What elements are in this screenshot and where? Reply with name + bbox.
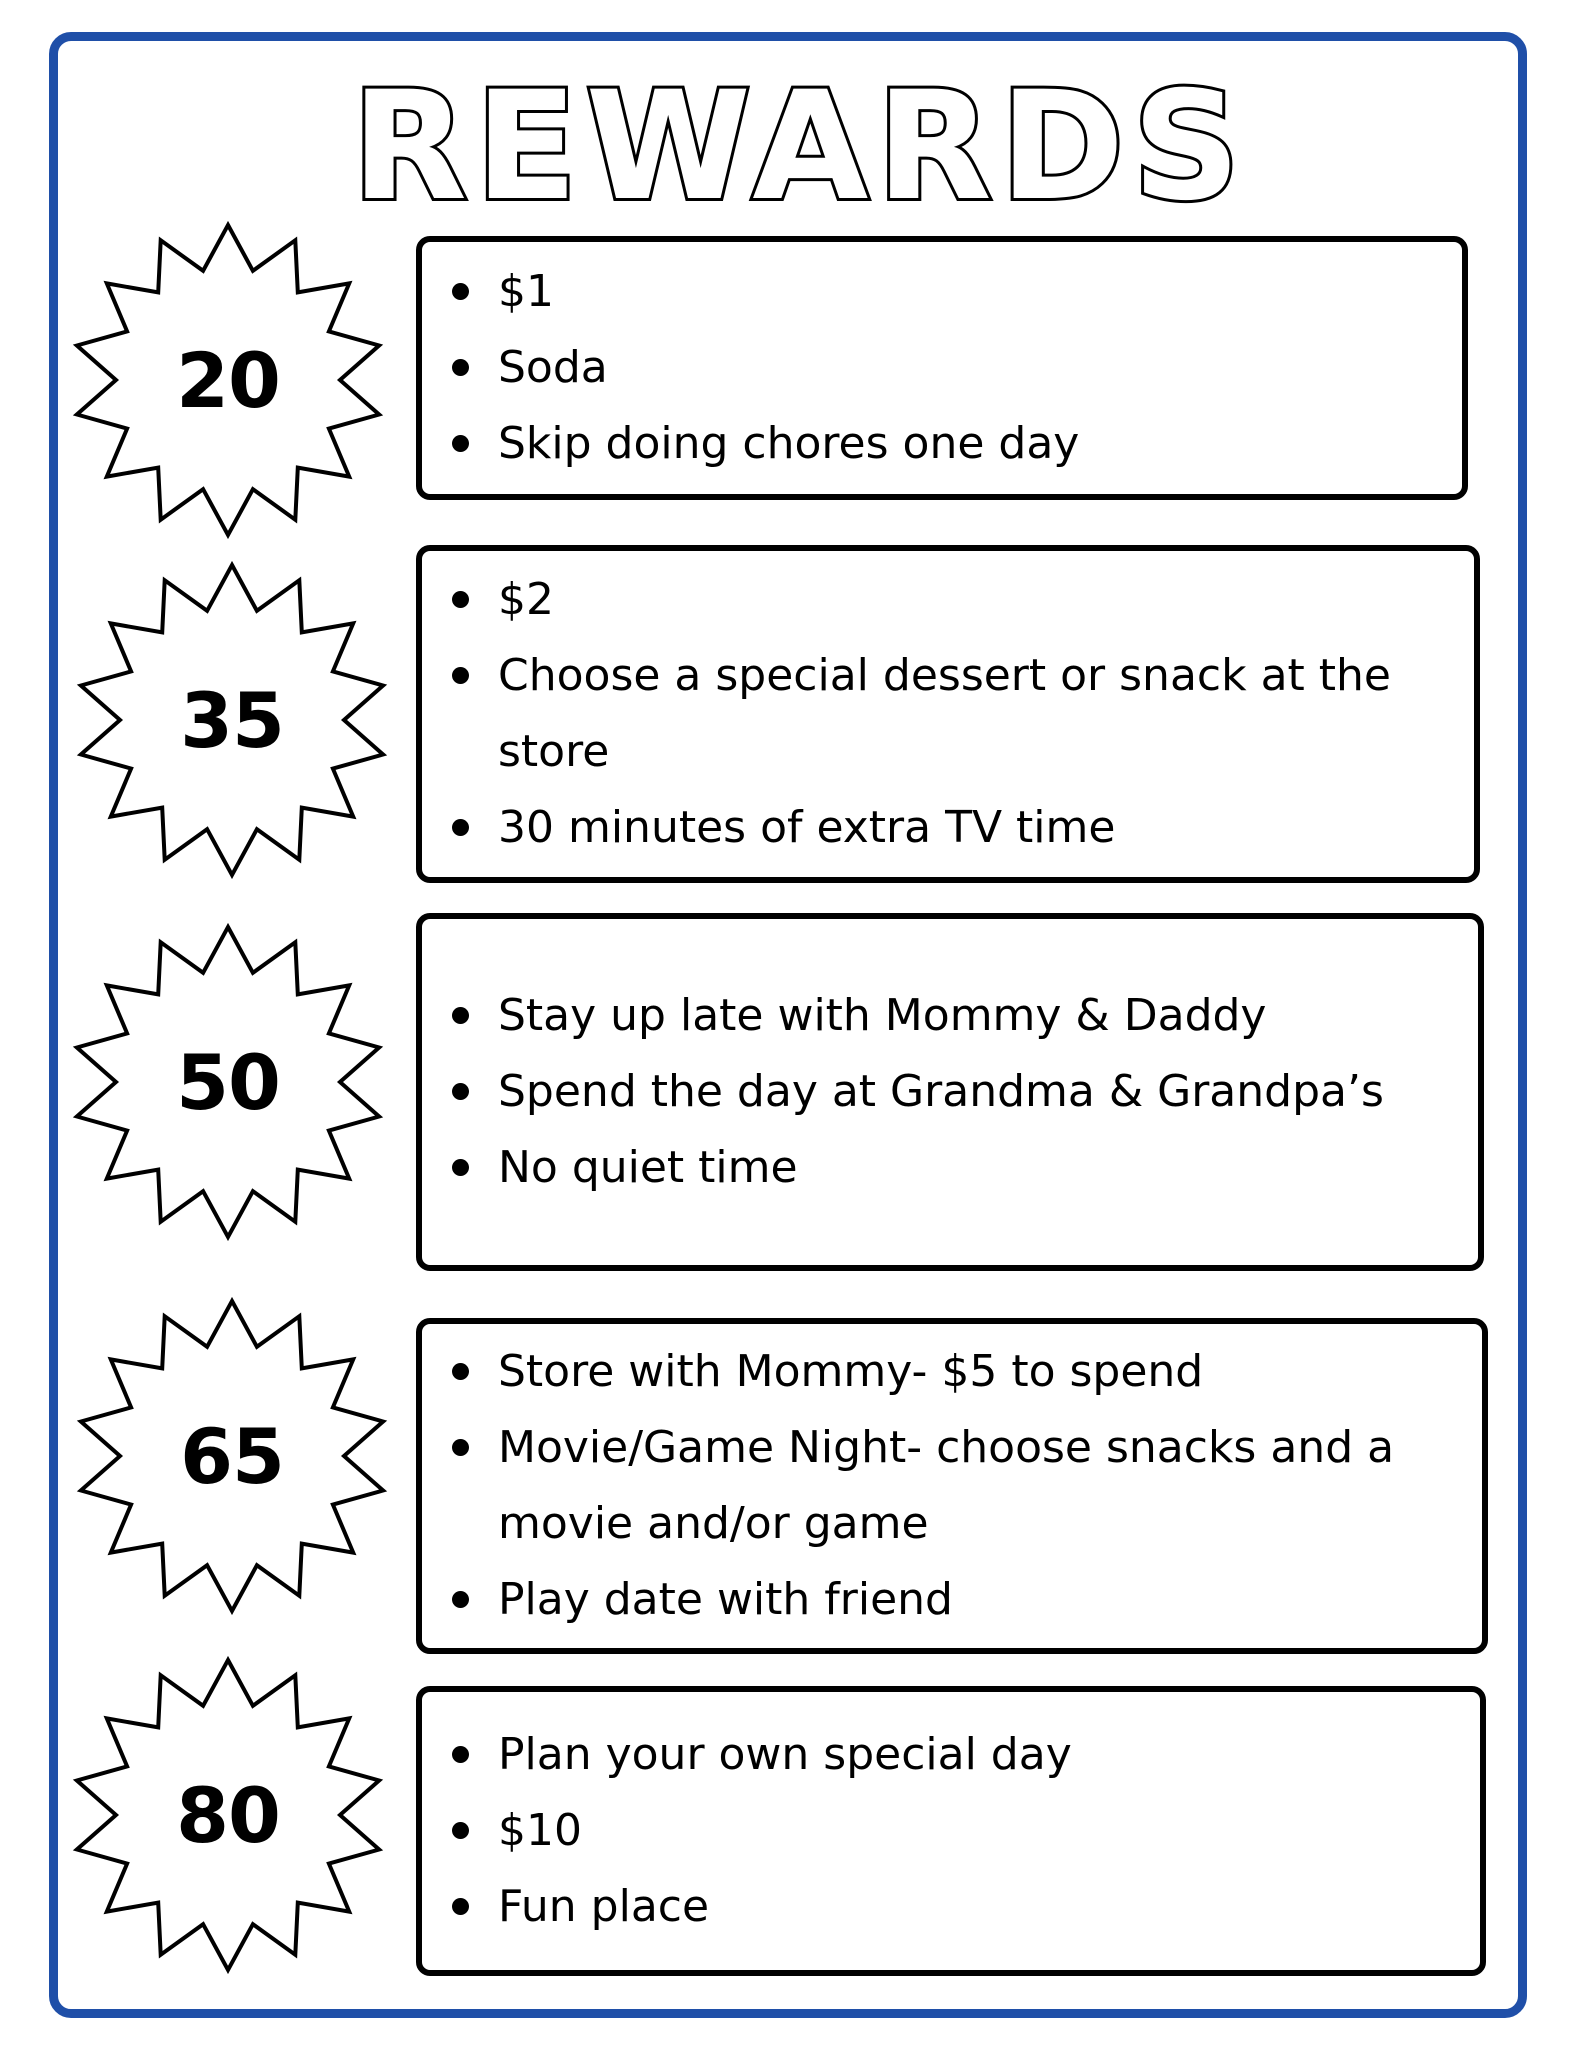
list-item bbox=[498, 1410, 1452, 1562]
reward-text: $2 bbox=[498, 574, 554, 625]
bullet-icon bbox=[452, 1898, 469, 1915]
reward-box-20 bbox=[416, 236, 1468, 500]
reward-box-80 bbox=[416, 1686, 1486, 1976]
reward-text: Choose a special dessert or snack at the store bbox=[498, 650, 1391, 777]
points-star-50 bbox=[68, 922, 388, 1242]
list-item bbox=[498, 1334, 1452, 1410]
bullet-icon bbox=[452, 1591, 469, 1608]
list-item bbox=[498, 1562, 1452, 1638]
title-graphic bbox=[300, 58, 1300, 228]
reward-text: Movie/Game Night- choose snacks and a movie and/or game bbox=[498, 1422, 1395, 1549]
bullet-icon bbox=[452, 1363, 469, 1380]
bullet-icon bbox=[452, 1007, 469, 1024]
bullet-icon bbox=[452, 1822, 469, 1839]
reward-text: $10 bbox=[498, 1805, 582, 1856]
reward-text: 30 minutes of extra TV time bbox=[498, 802, 1116, 853]
list-item bbox=[498, 978, 1448, 1054]
bullet-icon bbox=[452, 283, 469, 300]
reward-list bbox=[422, 562, 1474, 866]
bullet-icon bbox=[452, 1083, 469, 1100]
bullet-icon bbox=[452, 1746, 469, 1763]
list-item bbox=[498, 1130, 1448, 1206]
bullet-icon bbox=[452, 1159, 469, 1176]
list-item bbox=[498, 254, 1432, 330]
points-value: 35 bbox=[180, 675, 284, 765]
points-star-65 bbox=[72, 1296, 392, 1616]
reward-text: $1 bbox=[498, 266, 554, 317]
reward-text: Soda bbox=[498, 342, 608, 393]
reward-text: Skip doing chores one day bbox=[498, 418, 1080, 469]
reward-list bbox=[422, 1334, 1482, 1638]
reward-box-50 bbox=[416, 913, 1484, 1271]
list-item bbox=[498, 562, 1444, 638]
list-item bbox=[498, 1054, 1448, 1130]
points-star-80 bbox=[68, 1655, 388, 1975]
reward-box-65 bbox=[416, 1318, 1488, 1654]
reward-text: Play date with friend bbox=[498, 1574, 953, 1625]
reward-text: Fun place bbox=[498, 1881, 710, 1932]
reward-list bbox=[422, 254, 1462, 482]
points-star-35 bbox=[72, 560, 392, 880]
reward-text: Store with Mommy- $5 to spend bbox=[498, 1346, 1204, 1397]
page-title: REWARDS bbox=[351, 60, 1249, 228]
points-value: 65 bbox=[180, 1411, 284, 1501]
bullet-icon bbox=[452, 435, 469, 452]
list-item bbox=[498, 330, 1432, 406]
points-star-20 bbox=[68, 220, 388, 540]
list-item bbox=[498, 638, 1444, 790]
reward-list bbox=[422, 978, 1478, 1206]
reward-text: No quiet time bbox=[498, 1142, 798, 1193]
bullet-icon bbox=[452, 1439, 469, 1456]
list-item bbox=[498, 1869, 1450, 1945]
bullet-icon bbox=[452, 667, 469, 684]
list-item bbox=[498, 1793, 1450, 1869]
reward-text: Spend the day at Grandma & Grandpa’s bbox=[498, 1066, 1384, 1117]
list-item bbox=[498, 1717, 1450, 1793]
bullet-icon bbox=[452, 819, 469, 836]
reward-list bbox=[422, 1717, 1480, 1945]
reward-box-35 bbox=[416, 545, 1480, 883]
points-value: 80 bbox=[176, 1770, 280, 1860]
list-item bbox=[498, 406, 1432, 482]
points-value: 20 bbox=[176, 335, 280, 425]
list-item bbox=[498, 790, 1444, 866]
bullet-icon bbox=[452, 359, 469, 376]
points-value: 50 bbox=[176, 1037, 280, 1127]
reward-text: Stay up late with Mommy & Daddy bbox=[498, 990, 1267, 1041]
bullet-icon bbox=[452, 591, 469, 608]
reward-text: Plan your own special day bbox=[498, 1729, 1072, 1780]
